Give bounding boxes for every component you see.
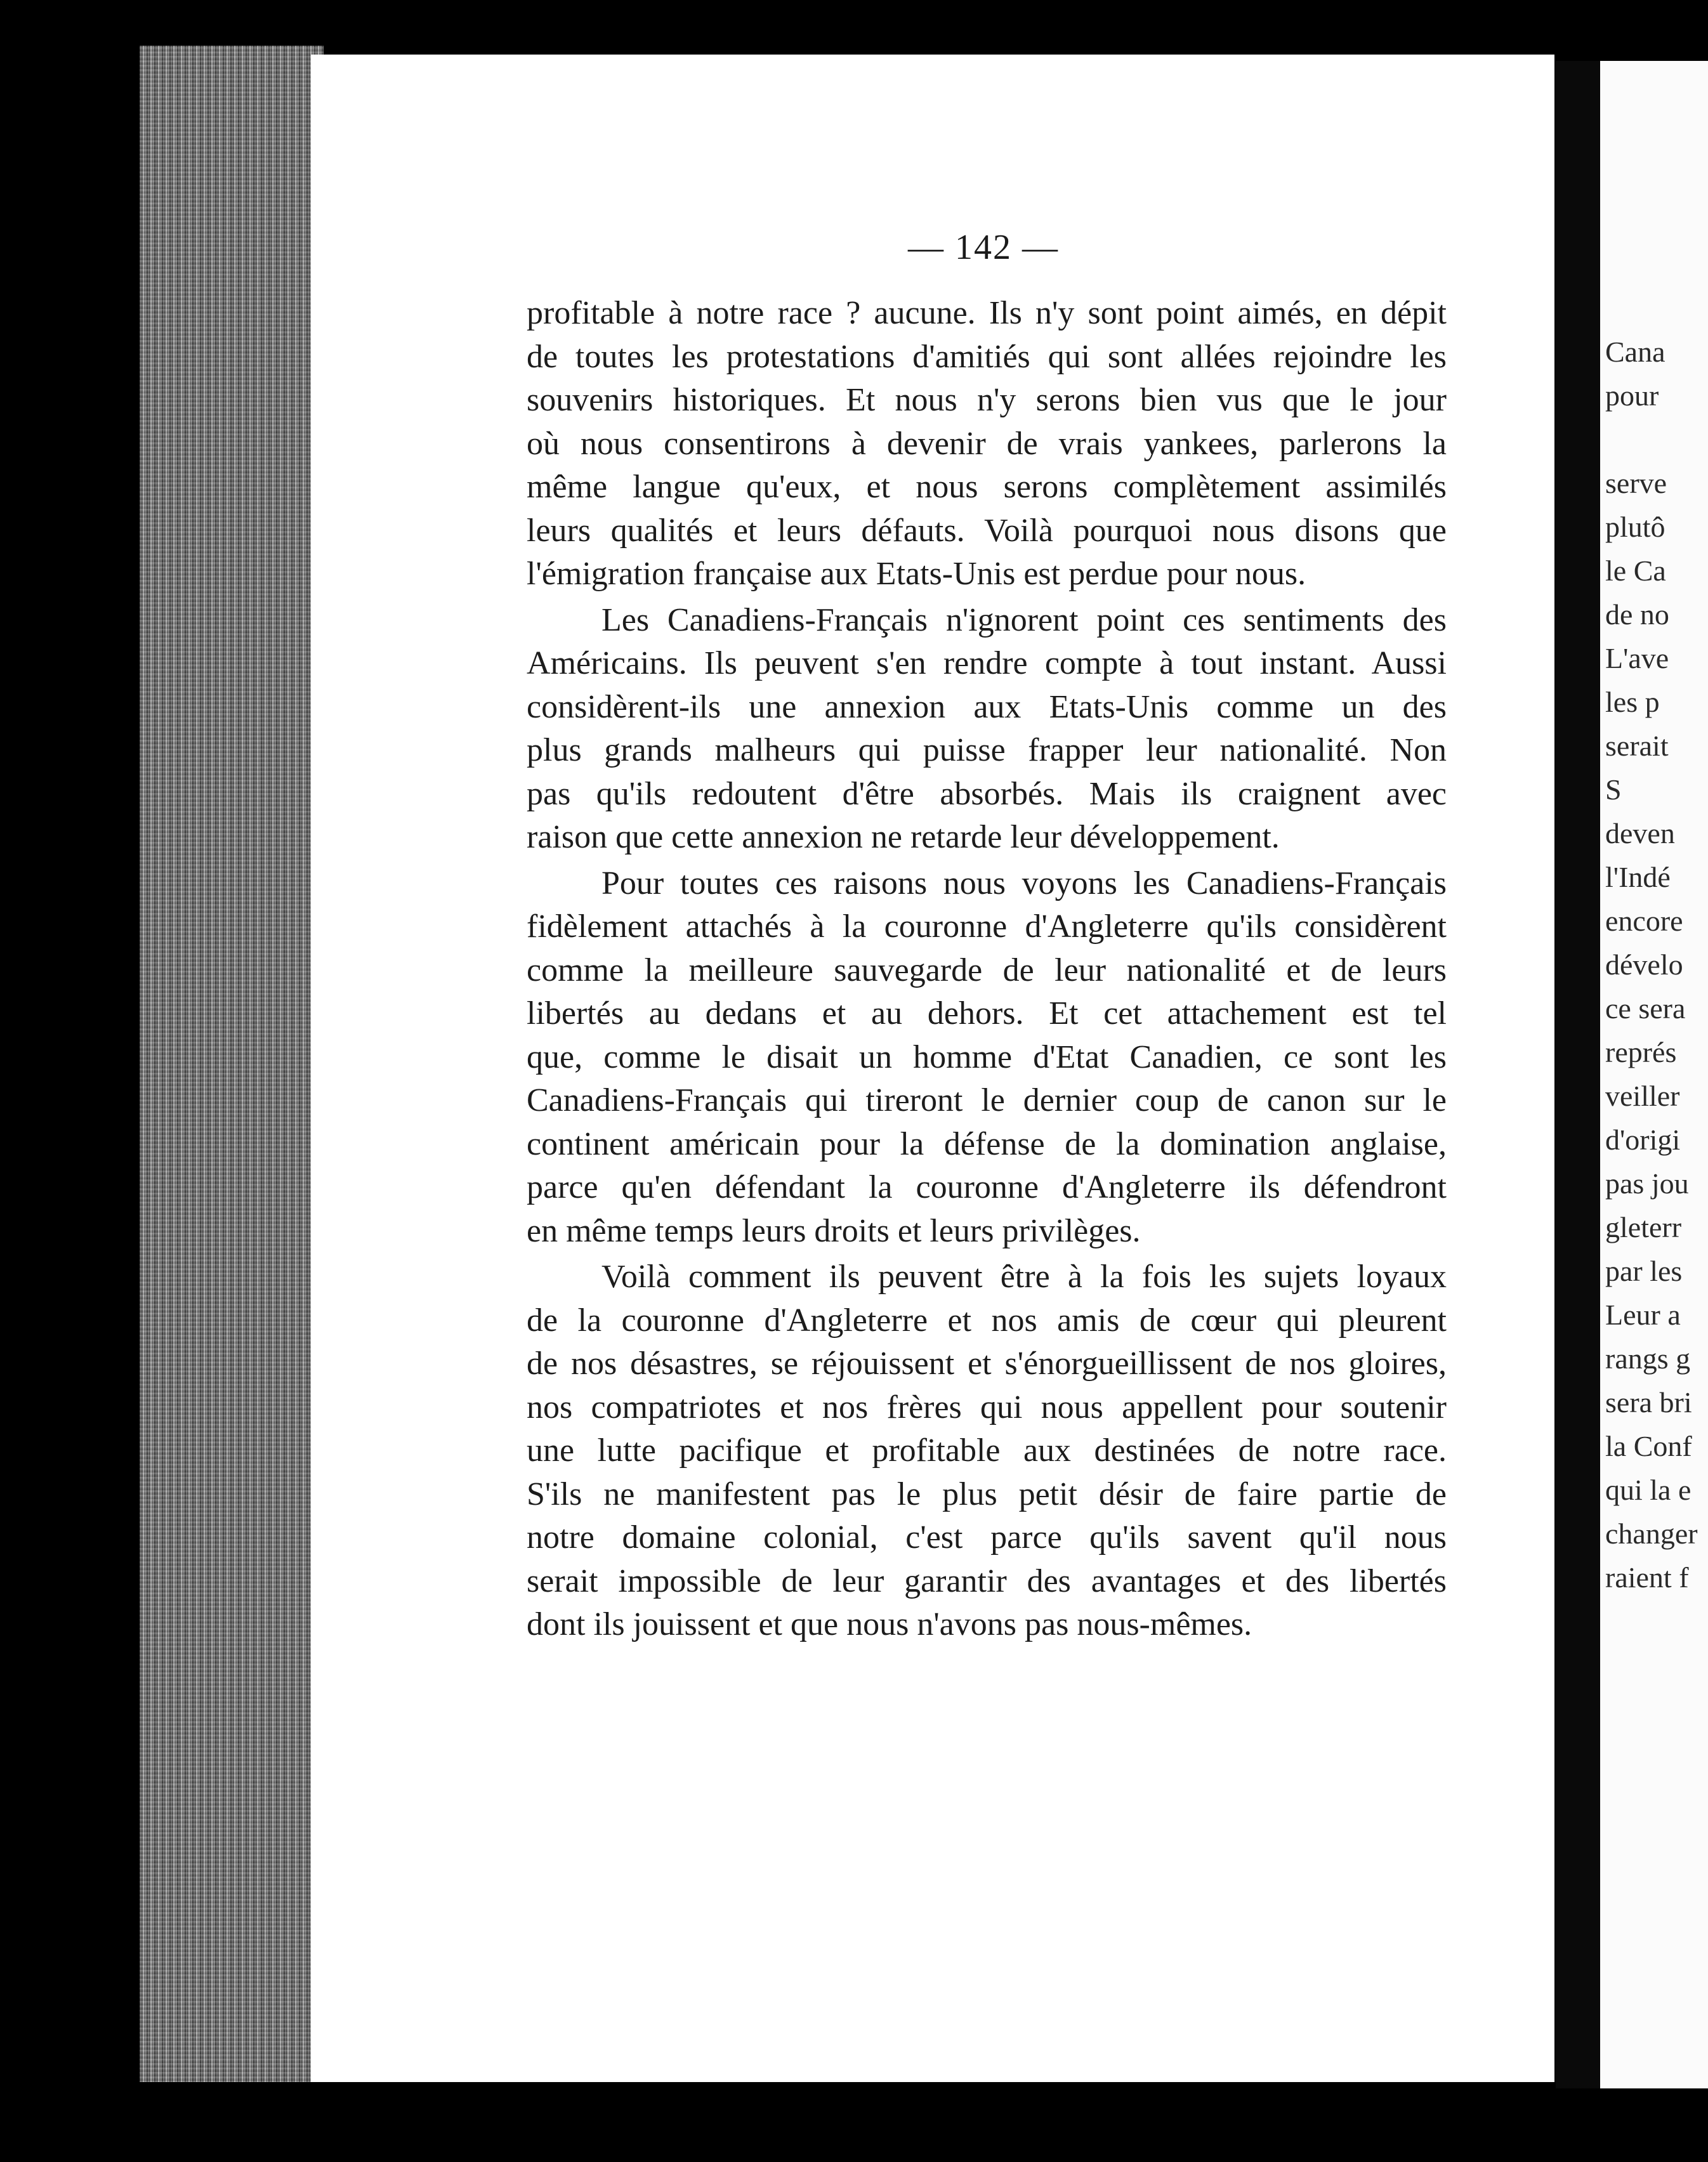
facing-line: la Conf [1605,1430,1692,1462]
text-line: en même temps leurs droits et leurs privilèges. [527,1212,1141,1249]
facing-line: représ [1605,1036,1677,1068]
text-line: que, comme le disait un homme d'Etat Canadien, ce sont les [527,1038,1447,1075]
text-line: une lutte pacifique et profitable aux destinées de notre race. [527,1432,1447,1469]
text-line: l'émigration française aux Etats-Unis est perdue pour nous. [527,556,1306,592]
facing-line [1605,417,1708,461]
text-line: considèrent-ils une annexion aux Etats-Unis comme un des [527,688,1447,725]
text-line: Voilà comment ils peuvent être à la fois les sujets loyaux [601,1259,1447,1295]
facing-line: qui la e [1605,1474,1692,1506]
text-line: même langue qu'eux, et nous serons complètement assimilés [527,469,1447,505]
facing-line: l'Indé [1605,861,1671,893]
text-line: de la couronne d'Angleterre et nos amis de cœur qui pleurent [527,1302,1447,1339]
facing-line: les p [1605,686,1660,718]
facing-line: S [1605,773,1622,806]
text-line: nos compatriotes et nos frères qui nous appellent pour soutenir [527,1389,1447,1425]
text-line: Pour toutes ces raisons nous voyons les Canadiens-Français [601,865,1447,901]
text-line: souvenirs historiques. Et nous n'y serons bien vus que le jour [527,382,1447,418]
text-line: libertés au dedans et au dehors. Et cet attachement est tel [527,995,1447,1032]
facing-line: pour [1605,379,1659,412]
text-line: notre domaine colonial, c'est parce qu'ils savent qu'il nous [527,1519,1447,1556]
body-text [527,292,1447,1649]
facing-line: gleterr [1605,1211,1682,1243]
text-line: de nos désastres, se réjouissent et s'énorgueillissent de nos gloires, [527,1346,1447,1382]
text-line: pas qu'ils redoutent d'être absorbés. Mais ils craignent avec [527,775,1447,812]
text-line: où nous consentirons à devenir de vrais yankees, parlerons la [527,425,1447,462]
page-number: — 142 — [908,228,1059,267]
text-line: dont ils jouissent et que nous n'avons pas nous-mêmes. [527,1606,1252,1642]
text-line: fidèlement attachés à la couronne d'Angleterre qu'ils considèrent [527,908,1447,945]
text-line: Canadiens-Français qui tireront le dernier coup de canon sur le [527,1082,1447,1118]
facing-line: L'ave [1605,642,1669,674]
facing-line: le Ca [1605,554,1666,587]
paragraph-1 [527,292,1447,596]
book-page-edges [140,46,324,2082]
facing-line: sera bri [1605,1386,1692,1418]
facing-line: d'origi [1605,1124,1681,1156]
facing-line: deven [1605,817,1675,849]
facing-line: serait [1605,730,1669,762]
paragraph-4 [527,1255,1447,1647]
facing-line: ce sera [1605,992,1686,1025]
facing-line: Leur a [1605,1299,1681,1331]
text-line: serait impossible de leur garantir des avantages et des libertés [527,1563,1447,1599]
text-line: S'ils ne manifestent pas le plus petit désir de faire partie de [527,1476,1447,1512]
text-line: raison que cette annexion ne retarde leur développement. [527,819,1280,855]
book-gutter [1556,61,1600,2088]
text-line: comme la meilleure sauvegarde de leur nationalité et de leurs [527,952,1447,988]
text-line: Les Canadiens-Français n'ignorent point ces sentiments des [601,601,1447,638]
text-line: plus grands malheurs qui puisse frapper leur nationalité. Non [527,732,1447,768]
text-line: Américains. Ils peuvent s'en rendre compte à tout instant. Aussi [527,645,1447,681]
facing-line: de no [1605,598,1669,631]
text-line: parce qu'en défendant la couronne d'Angleterre ils défendront [527,1169,1447,1205]
text-line: leurs qualités et leurs défauts. Voilà pourquoi nous disons que [527,512,1447,549]
facing-line: rangs g [1605,1342,1691,1375]
text-line: de toutes les protestations d'amitiés qui sont allées rejoindre les [527,338,1447,375]
facing-line: Cana [1605,336,1665,368]
facing-line: plutô [1605,511,1665,543]
facing-line: encore [1605,905,1683,937]
paragraph-2 [527,599,1447,860]
facing-page-text [1605,330,1708,1599]
text-line: continent américain pour la défense de la domination anglaise, [527,1125,1447,1162]
facing-line: changer [1605,1517,1698,1550]
facing-line: serve [1605,467,1667,499]
facing-line: veiller [1605,1080,1680,1112]
facing-line: par les [1605,1255,1683,1287]
facing-line: raient f [1605,1561,1689,1594]
paragraph-3 [527,862,1447,1254]
text-line: profitable à notre race ? aucune. Ils n'y sont point aimés, en dépit [527,295,1447,331]
facing-line: pas jou [1605,1167,1689,1200]
facing-line: dévelo [1605,948,1683,981]
